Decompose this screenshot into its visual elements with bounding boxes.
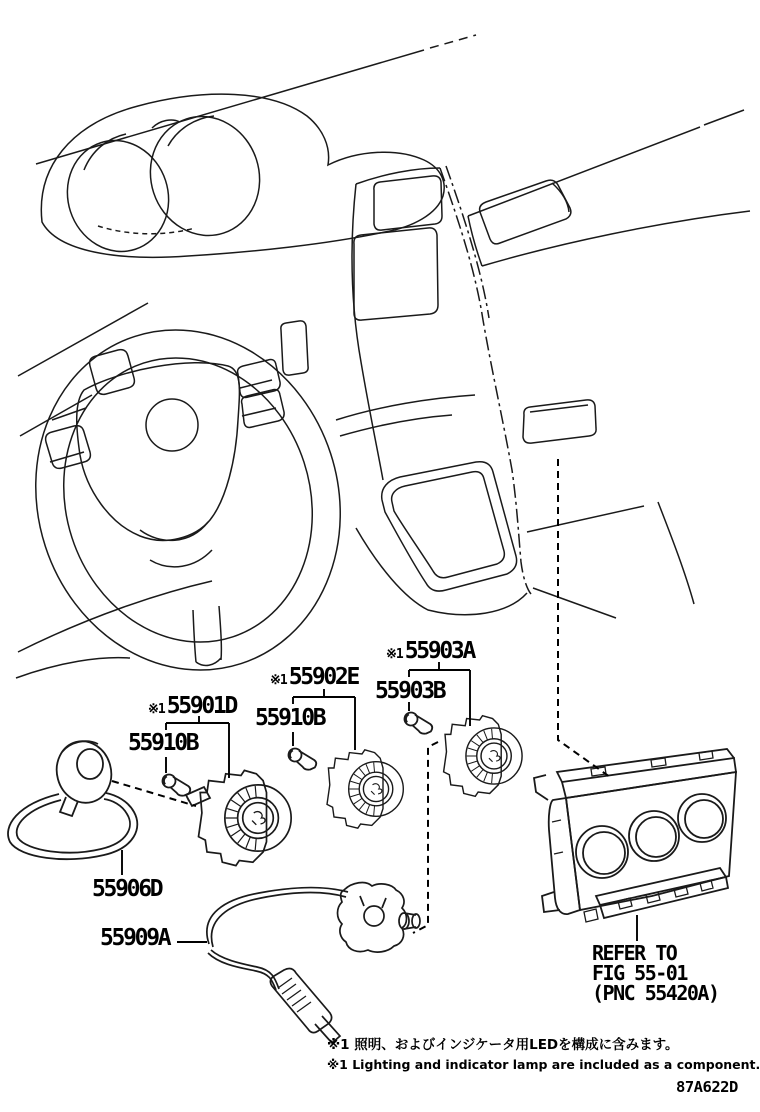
part-number: 55909A bbox=[100, 925, 170, 951]
rotary-knob-55903a bbox=[444, 716, 522, 797]
bulb-55910b-left bbox=[160, 773, 192, 797]
footnote-japanese: ※1 照明、およびインジケータ用LEDを構成に含みます。 bbox=[327, 1037, 679, 1053]
part-number: 55910B bbox=[255, 705, 325, 731]
refer-to-line3: (PNC 55420A) bbox=[592, 981, 719, 1005]
dashboard-illustration bbox=[0, 35, 750, 710]
rotary-knob-55901d bbox=[186, 770, 291, 865]
part-label-55910b-left bbox=[128, 732, 197, 755]
windshield-edge-line bbox=[36, 50, 424, 164]
part-label-55903b bbox=[375, 680, 444, 703]
part-label-55909a bbox=[100, 927, 169, 950]
part-number: 55903A bbox=[404, 638, 475, 664]
part-label-55903a bbox=[386, 640, 474, 663]
bulb-55910b-mid bbox=[286, 747, 318, 771]
figure-code: 87A622D bbox=[676, 1078, 738, 1096]
note-marker: ※1 bbox=[148, 702, 165, 717]
note-marker: ※1 bbox=[386, 647, 403, 662]
part-number: 55901D bbox=[166, 693, 237, 719]
part-label-55910b-mid bbox=[255, 707, 324, 730]
part-number: 55910B bbox=[128, 730, 198, 756]
rotary-knob-55902e bbox=[327, 750, 403, 828]
part-number: 55903B bbox=[375, 678, 445, 704]
bulb-55903b bbox=[402, 711, 434, 735]
part-label-55906d bbox=[92, 878, 161, 901]
refer-to-line2: FIG 55-01 bbox=[592, 961, 687, 985]
part-label-55901d bbox=[148, 695, 236, 718]
part-label-55902e bbox=[270, 666, 358, 689]
wire-harness-55909a bbox=[207, 883, 420, 1043]
part-number: 55906D bbox=[92, 876, 162, 902]
note-marker: ※1 bbox=[270, 673, 287, 688]
dashed-leader-console-to-panel bbox=[558, 459, 610, 777]
footnotes bbox=[327, 1036, 760, 1074]
refer-to-line1: REFER TO bbox=[592, 941, 677, 965]
part-number: 55902E bbox=[288, 664, 359, 690]
refer-to-note bbox=[592, 943, 719, 1003]
footnote-english: ※1 Lighting and indicator lamp are included as a component. bbox=[327, 1056, 760, 1072]
dashed-leader-knob-to-harness bbox=[413, 742, 438, 933]
switch-55906d bbox=[8, 735, 137, 859]
heater-control-panel bbox=[534, 749, 736, 922]
